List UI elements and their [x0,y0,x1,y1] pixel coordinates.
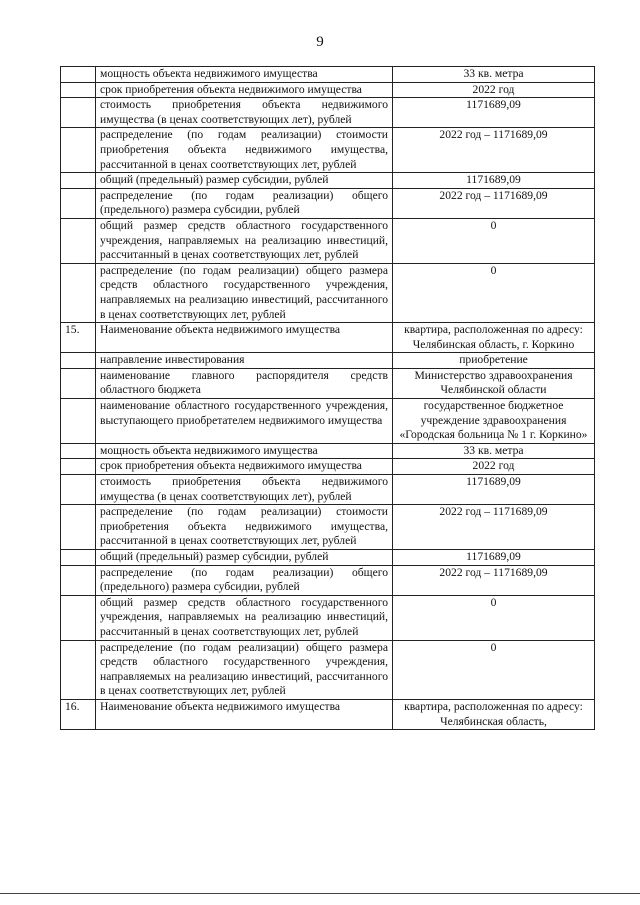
row-label: наименование областного государственного учреждения, выступающего приобретателем недвижимого имущества [96,399,393,444]
row-value: квартира, расположенная по адресу: Челябинская область, [393,699,595,729]
table-row [61,699,595,729]
row-number: 15. [61,323,96,353]
table-row [61,128,595,173]
row-number [61,505,96,550]
row-label: наименование главного распорядителя средств областного бюджета [96,368,393,398]
row-number [61,459,96,475]
row-value: Министерство здравоохранения Челябинской области [393,368,595,398]
row-number [61,368,96,398]
row-value: 0 [393,595,595,640]
row-label: мощность объекта недвижимого имущества [96,443,393,459]
table-row [61,505,595,550]
page-number: 9 [316,34,324,50]
table-row [61,475,595,505]
row-label: общий (предельный) размер субсидии, рублей [96,550,393,566]
row-value: 0 [393,640,595,699]
table-row [61,263,595,322]
row-number [61,640,96,699]
table-row [61,98,595,128]
row-value: 1171689,09 [393,98,595,128]
row-label: Наименование объекта недвижимого имущества [96,699,393,729]
row-label: распределение (по годам реализации) стоимости приобретения объекта недвижимого имущества, рассчитанной в ценах соответствующих лет, рублей [96,128,393,173]
row-number [61,399,96,444]
row-number [61,475,96,505]
row-number [61,188,96,218]
row-label: общий размер средств областного государственного учреждения, направляемых на реализацию инвестиций, рассчитанный в ценах соответствующих лет, рублей [96,595,393,640]
table-row [61,368,595,398]
row-number [61,67,96,83]
row-label: мощность объекта недвижимого имущества [96,67,393,83]
row-value: 2022 год [393,459,595,475]
row-label: срок приобретения объекта недвижимого имущества [96,82,393,98]
row-label: распределение (по годам реализации) общего (предельного) размера субсидии, рублей [96,565,393,595]
row-number [61,263,96,322]
row-label: распределение (по годам реализации) общего (предельного) размера субсидии, рублей [96,188,393,218]
table-row [61,443,595,459]
table-row [61,82,595,98]
table-row [61,399,595,444]
row-number [61,173,96,189]
row-value: 2022 год – 1171689,09 [393,188,595,218]
row-value: 2022 год – 1171689,09 [393,128,595,173]
row-label: срок приобретения объекта недвижимого имущества [96,459,393,475]
table-row [61,173,595,189]
table-row [61,218,595,263]
table-row [61,595,595,640]
row-number [61,82,96,98]
row-number: 16. [61,699,96,729]
row-value: 0 [393,218,595,263]
row-value: 33 кв. метра [393,443,595,459]
table-row [61,640,595,699]
row-value: 2022 год – 1171689,09 [393,505,595,550]
row-number [61,443,96,459]
row-label: стоимость приобретения объекта недвижимого имущества (в ценах соответствующих лет), рублей [96,475,393,505]
table-row [61,550,595,566]
table-body [61,67,595,730]
row-number [61,128,96,173]
row-number [61,98,96,128]
table-row [61,459,595,475]
table-row [61,188,595,218]
table-row [61,323,595,353]
row-label: распределение (по годам реализации) стоимости приобретения объекта недвижимого имущества, рассчитанной в ценах соответствующих лет, рублей [96,505,393,550]
row-number [61,353,96,369]
row-number [61,218,96,263]
row-label: общий (предельный) размер субсидии, рублей [96,173,393,189]
row-value: 2022 год – 1171689,09 [393,565,595,595]
row-value: 1171689,09 [393,475,595,505]
row-label: Наименование объекта недвижимого имущества [96,323,393,353]
row-number [61,595,96,640]
row-number [61,565,96,595]
row-value: государственное бюджетное учреждение здравоохранения «Городская больница № 1 г. Коркино» [393,399,595,444]
row-label: общий размер средств областного государственного учреждения, направляемых на реализацию инвестиций, рассчитанный в ценах соответствующих лет, рублей [96,218,393,263]
row-value: 2022 год [393,82,595,98]
row-number [61,550,96,566]
table-row [61,353,595,369]
row-value: 0 [393,263,595,322]
row-label: направление инвестирования [96,353,393,369]
row-value: приобретение [393,353,595,369]
row-value: 33 кв. метра [393,67,595,83]
row-value: 1171689,09 [393,550,595,566]
table-row [61,67,595,83]
row-label: распределение (по годам реализации) общего размера средств областного государственного учреждения, направляемых на реализацию инвестиций, рассчитанного в ценах соответствующих лет, рублей [96,263,393,322]
row-value: 1171689,09 [393,173,595,189]
row-label: распределение (по годам реализации) общего размера средств областного государственного учреждения, направляемых на реализацию инвестиций, рассчитанного в ценах соответствующих лет, рублей [96,640,393,699]
investment-table [60,66,595,730]
row-value: квартира, расположенная по адресу: Челябинская область, г. Коркино [393,323,595,353]
page-bottom-rule [0,893,640,894]
row-label: стоимость приобретения объекта недвижимого имущества (в ценах соответствующих лет), рублей [96,98,393,128]
table-row [61,565,595,595]
